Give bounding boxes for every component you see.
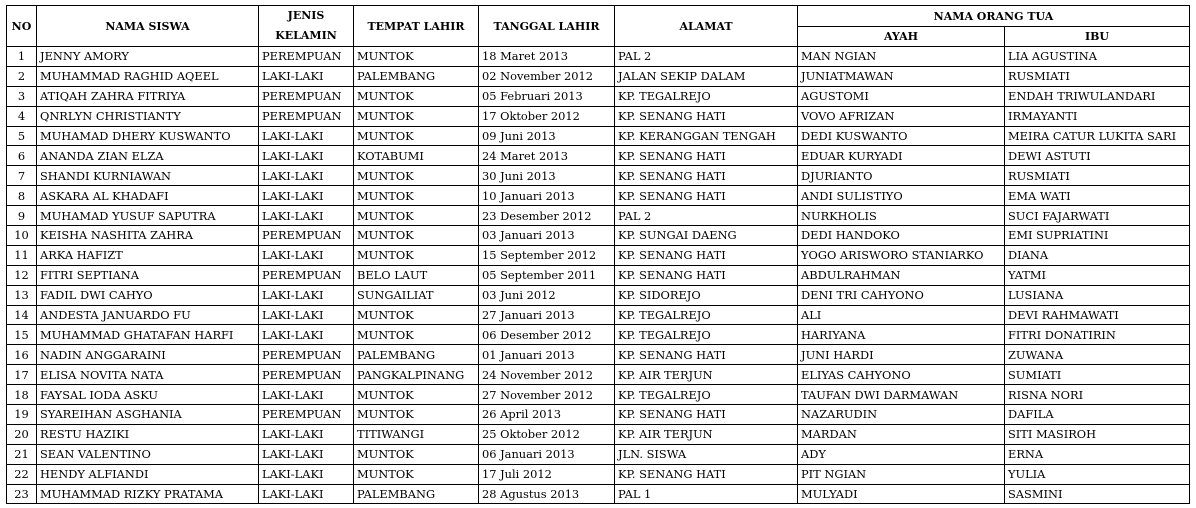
table-row (7, 86, 1190, 106)
cell-alamat: PAL 2 (615, 47, 798, 67)
cell-ibu: ZUWANA (1005, 345, 1190, 365)
cell-tempat-lahir: KOTABUMI (354, 146, 479, 166)
cell-ibu: DAFILA (1005, 405, 1190, 425)
cell-ayah: VOVO AFRIZAN (798, 106, 1005, 126)
cell-tanggal-lahir: 27 Januari 2013 (479, 305, 615, 325)
cell-tempat-lahir: MUNTOK (354, 385, 479, 405)
cell-ibu: MEIRA CATUR LUKITA SARI (1005, 126, 1190, 146)
cell-nama-siswa: ELISA NOVITA NATA (37, 365, 259, 385)
cell-tanggal-lahir: 24 November 2012 (479, 365, 615, 385)
cell-ayah: EDUAR KURYADI (798, 146, 1005, 166)
cell-tempat-lahir: MUNTOK (354, 206, 479, 226)
cell-alamat: KP. SENANG HATI (615, 245, 798, 265)
cell-nama-siswa: MUHAMMAD GHATAFAN HARFI (37, 325, 259, 345)
table-row (7, 166, 1190, 186)
table-row (7, 66, 1190, 86)
cell-ibu: YULIA (1005, 464, 1190, 484)
cell-nama-siswa: JENNY AMORY (37, 47, 259, 67)
cell-jenis-kelamin: LAKI-LAKI (259, 424, 354, 444)
cell-tanggal-lahir: 23 Desember 2012 (479, 206, 615, 226)
header-jenis-line: JENIS (287, 9, 325, 22)
header-no: NO (7, 6, 37, 47)
cell-tempat-lahir: PALEMBANG (354, 66, 479, 86)
header-kelamin-line: KELAMIN (275, 29, 337, 42)
cell-ayah: ADY (798, 444, 1005, 464)
cell-jenis-kelamin: PEREMPUAN (259, 86, 354, 106)
cell-alamat: KP. TEGALREJO (615, 86, 798, 106)
cell-tempat-lahir: MUNTOK (354, 226, 479, 246)
cell-ayah: MARDAN (798, 424, 1005, 444)
cell-jenis-kelamin: PEREMPUAN (259, 265, 354, 285)
cell-ibu: LIA AGUSTINA (1005, 47, 1190, 67)
cell-tanggal-lahir: 05 Februari 2013 (479, 86, 615, 106)
table-row (7, 106, 1190, 126)
header-alamat: ALAMAT (615, 6, 798, 47)
cell-no: 22 (7, 464, 37, 484)
cell-alamat: KP. SENANG HATI (615, 106, 798, 126)
cell-jenis-kelamin: LAKI-LAKI (259, 444, 354, 464)
cell-nama-siswa: ARKA HAFIZT (37, 245, 259, 265)
cell-tanggal-lahir: 26 April 2013 (479, 405, 615, 425)
table-row (7, 126, 1190, 146)
table-row (7, 186, 1190, 206)
cell-tempat-lahir: MUNTOK (354, 86, 479, 106)
cell-nama-siswa: MUHAMMAD RAGHID AQEEL (37, 66, 259, 86)
cell-no: 21 (7, 444, 37, 464)
cell-ayah: ABDULRAHMAN (798, 265, 1005, 285)
cell-jenis-kelamin: PEREMPUAN (259, 106, 354, 126)
cell-jenis-kelamin: LAKI-LAKI (259, 325, 354, 345)
cell-no: 23 (7, 484, 37, 504)
cell-tanggal-lahir: 03 Juni 2012 (479, 285, 615, 305)
cell-tempat-lahir: MUNTOK (354, 126, 479, 146)
cell-no: 12 (7, 265, 37, 285)
cell-no: 15 (7, 325, 37, 345)
cell-ayah: JUNI HARDI (798, 345, 1005, 365)
header-jenis-kelamin (259, 6, 354, 47)
cell-tempat-lahir: MUNTOK (354, 305, 479, 325)
cell-jenis-kelamin: PEREMPUAN (259, 226, 354, 246)
table-header (7, 6, 1190, 47)
cell-ibu: LUSIANA (1005, 285, 1190, 305)
cell-nama-siswa: ATIQAH ZAHRA FITRIYA (37, 86, 259, 106)
cell-jenis-kelamin: LAKI-LAKI (259, 126, 354, 146)
table-row (7, 285, 1190, 305)
table-row (7, 444, 1190, 464)
table-row (7, 206, 1190, 226)
cell-jenis-kelamin: PEREMPUAN (259, 405, 354, 425)
cell-tanggal-lahir: 05 September 2011 (479, 265, 615, 285)
cell-no: 3 (7, 86, 37, 106)
cell-jenis-kelamin: PEREMPUAN (259, 345, 354, 365)
cell-ayah: DEDI KUSWANTO (798, 126, 1005, 146)
table-row (7, 484, 1190, 504)
cell-ibu: DEWI ASTUTI (1005, 146, 1190, 166)
cell-ibu: RUSMIATI (1005, 166, 1190, 186)
cell-tanggal-lahir: 27 November 2012 (479, 385, 615, 405)
header-ibu: IBU (1005, 27, 1190, 47)
cell-tempat-lahir: SUNGAILIAT (354, 285, 479, 305)
cell-nama-siswa: ASKARA AL KHADAFI (37, 186, 259, 206)
cell-nama-siswa: NADIN ANGGARAINI (37, 345, 259, 365)
cell-tempat-lahir: PANGKALPINANG (354, 365, 479, 385)
cell-no: 2 (7, 66, 37, 86)
cell-ibu: RUSMIATI (1005, 66, 1190, 86)
cell-tanggal-lahir: 15 September 2012 (479, 245, 615, 265)
cell-nama-siswa: SHANDI KURNIAWAN (37, 166, 259, 186)
cell-jenis-kelamin: PEREMPUAN (259, 365, 354, 385)
cell-no: 6 (7, 146, 37, 166)
cell-ayah: ANDI SULISTIYO (798, 186, 1005, 206)
cell-tanggal-lahir: 30 Juni 2013 (479, 166, 615, 186)
cell-ayah: DENI TRI CAHYONO (798, 285, 1005, 305)
cell-tanggal-lahir: 25 Oktober 2012 (479, 424, 615, 444)
cell-ibu: SUCI FAJARWATI (1005, 206, 1190, 226)
cell-tanggal-lahir: 06 Januari 2013 (479, 444, 615, 464)
cell-alamat: KP. TEGALREJO (615, 305, 798, 325)
table-row (7, 245, 1190, 265)
cell-no: 19 (7, 405, 37, 425)
cell-jenis-kelamin: LAKI-LAKI (259, 484, 354, 504)
header-tanggal-lahir: TANGGAL LAHIR (479, 6, 615, 47)
cell-jenis-kelamin: LAKI-LAKI (259, 146, 354, 166)
cell-tanggal-lahir: 09 Juni 2013 (479, 126, 615, 146)
cell-tempat-lahir: MUNTOK (354, 186, 479, 206)
cell-alamat: JLN. SISWA (615, 444, 798, 464)
cell-alamat: KP. SENANG HATI (615, 464, 798, 484)
header-tempat-lahir: TEMPAT LAHIR (354, 6, 479, 47)
cell-alamat: KP. AIR TERJUN (615, 424, 798, 444)
table-body (7, 47, 1190, 504)
cell-nama-siswa: HENDY ALFIANDI (37, 464, 259, 484)
cell-tanggal-lahir: 24 Maret 2013 (479, 146, 615, 166)
cell-jenis-kelamin: LAKI-LAKI (259, 186, 354, 206)
cell-tempat-lahir: MUNTOK (354, 47, 479, 67)
cell-alamat: KP. SENANG HATI (615, 146, 798, 166)
cell-alamat: JALAN SEKIP DALAM (615, 66, 798, 86)
cell-tempat-lahir: BELO LAUT (354, 265, 479, 285)
cell-jenis-kelamin: LAKI-LAKI (259, 305, 354, 325)
table-row (7, 464, 1190, 484)
cell-alamat: KP. SENANG HATI (615, 345, 798, 365)
cell-nama-siswa: QNRLYN CHRISTIANTY (37, 106, 259, 126)
cell-alamat: KP. SENANG HATI (615, 265, 798, 285)
cell-tempat-lahir: MUNTOK (354, 464, 479, 484)
cell-ayah: DEDI HANDOKO (798, 226, 1005, 246)
cell-ayah: HARIYANA (798, 325, 1005, 345)
cell-no: 7 (7, 166, 37, 186)
cell-no: 10 (7, 226, 37, 246)
cell-ayah: MULYADI (798, 484, 1005, 504)
cell-nama-siswa: SYAREIHAN ASGHANIA (37, 405, 259, 425)
table-row (7, 365, 1190, 385)
cell-nama-siswa: FITRI SEPTIANA (37, 265, 259, 285)
cell-tempat-lahir: MUNTOK (354, 106, 479, 126)
cell-jenis-kelamin: PEREMPUAN (259, 47, 354, 67)
cell-ayah: ELIYAS CAHYONO (798, 365, 1005, 385)
cell-ayah: PIT NGIAN (798, 464, 1005, 484)
table-row (7, 385, 1190, 405)
cell-no: 4 (7, 106, 37, 126)
cell-ayah: ALI (798, 305, 1005, 325)
cell-ibu: EMA WATI (1005, 186, 1190, 206)
cell-jenis-kelamin: LAKI-LAKI (259, 166, 354, 186)
cell-no: 11 (7, 245, 37, 265)
cell-ibu: YATMI (1005, 265, 1190, 285)
cell-tempat-lahir: MUNTOK (354, 325, 479, 345)
cell-ibu: EMI SUPRIATINI (1005, 226, 1190, 246)
table-row (7, 226, 1190, 246)
cell-alamat: KP. KERANGGAN TENGAH (615, 126, 798, 146)
cell-ayah: MAN NGIAN (798, 47, 1005, 67)
cell-ibu: ENDAH TRIWULANDARI (1005, 86, 1190, 106)
cell-tempat-lahir: TITIWANGI (354, 424, 479, 444)
cell-jenis-kelamin: LAKI-LAKI (259, 245, 354, 265)
cell-jenis-kelamin: LAKI-LAKI (259, 206, 354, 226)
table-row (7, 305, 1190, 325)
cell-nama-siswa: FADIL DWI CAHYO (37, 285, 259, 305)
cell-alamat: PAL 2 (615, 206, 798, 226)
cell-nama-siswa: ANDESTA JANUARDO FU (37, 305, 259, 325)
cell-tanggal-lahir: 01 Januari 2013 (479, 345, 615, 365)
table-row (7, 47, 1190, 67)
cell-nama-siswa: KEISHA NASHITA ZAHRA (37, 226, 259, 246)
cell-alamat: KP. SENANG HATI (615, 405, 798, 425)
cell-ayah: TAUFAN DWI DARMAWAN (798, 385, 1005, 405)
cell-alamat: KP. SENANG HATI (615, 166, 798, 186)
table-row (7, 146, 1190, 166)
cell-nama-siswa: MUHAMMAD RIZKY PRATAMA (37, 484, 259, 504)
cell-alamat: KP. SENANG HATI (615, 186, 798, 206)
table-row (7, 345, 1190, 365)
cell-jenis-kelamin: LAKI-LAKI (259, 464, 354, 484)
cell-ibu: SASMINI (1005, 484, 1190, 504)
cell-ibu: FITRI DONATIRIN (1005, 325, 1190, 345)
cell-nama-siswa: ANANDA ZIAN ELZA (37, 146, 259, 166)
cell-ibu: DIANA (1005, 245, 1190, 265)
cell-tempat-lahir: PALEMBANG (354, 345, 479, 365)
cell-tanggal-lahir: 10 Januari 2013 (479, 186, 615, 206)
header-nama-siswa: NAMA SISWA (37, 6, 259, 47)
cell-jenis-kelamin: LAKI-LAKI (259, 385, 354, 405)
cell-alamat: KP. TEGALREJO (615, 385, 798, 405)
cell-tanggal-lahir: 28 Agustus 2013 (479, 484, 615, 504)
cell-jenis-kelamin: LAKI-LAKI (259, 285, 354, 305)
cell-alamat: KP. AIR TERJUN (615, 365, 798, 385)
cell-ayah: NURKHOLIS (798, 206, 1005, 226)
cell-ayah: JUNIATMAWAN (798, 66, 1005, 86)
cell-no: 14 (7, 305, 37, 325)
cell-no: 8 (7, 186, 37, 206)
cell-jenis-kelamin: LAKI-LAKI (259, 66, 354, 86)
table-row (7, 265, 1190, 285)
cell-ayah: NAZARUDIN (798, 405, 1005, 425)
cell-ibu: SUMIATI (1005, 365, 1190, 385)
cell-tanggal-lahir: 06 Desember 2012 (479, 325, 615, 345)
cell-tanggal-lahir: 02 November 2012 (479, 66, 615, 86)
cell-no: 1 (7, 47, 37, 67)
cell-no: 16 (7, 345, 37, 365)
cell-no: 18 (7, 385, 37, 405)
cell-tanggal-lahir: 17 Juli 2012 (479, 464, 615, 484)
table-row (7, 405, 1190, 425)
cell-tempat-lahir: MUNTOK (354, 405, 479, 425)
cell-alamat: KP. SIDOREJO (615, 285, 798, 305)
cell-tempat-lahir: PALEMBANG (354, 484, 479, 504)
cell-alamat: KP. TEGALREJO (615, 325, 798, 345)
cell-no: 13 (7, 285, 37, 305)
cell-nama-siswa: MUHAMAD DHERY KUSWANTO (37, 126, 259, 146)
cell-ayah: YOGO ARISWORO STANIARKO (798, 245, 1005, 265)
header-ayah: AYAH (798, 27, 1005, 47)
cell-no: 17 (7, 365, 37, 385)
table-row (7, 424, 1190, 444)
cell-tempat-lahir: MUNTOK (354, 166, 479, 186)
cell-ibu: ERNA (1005, 444, 1190, 464)
student-table (6, 5, 1190, 504)
header-nama-orang-tua: NAMA ORANG TUA (798, 6, 1190, 27)
cell-alamat: PAL 1 (615, 484, 798, 504)
cell-nama-siswa: RESTU HAZIKI (37, 424, 259, 444)
cell-ibu: DEVI RAHMAWATI (1005, 305, 1190, 325)
cell-tanggal-lahir: 18 Maret 2013 (479, 47, 615, 67)
cell-no: 9 (7, 206, 37, 226)
cell-nama-siswa: SEAN VALENTINO (37, 444, 259, 464)
cell-alamat: KP. SUNGAI DAENG (615, 226, 798, 246)
table-row (7, 325, 1190, 345)
cell-nama-siswa: MUHAMAD YUSUF SAPUTRA (37, 206, 259, 226)
cell-ayah: AGUSTOMI (798, 86, 1005, 106)
cell-ibu: IRMAYANTI (1005, 106, 1190, 126)
cell-tanggal-lahir: 17 Oktober 2012 (479, 106, 615, 126)
cell-tempat-lahir: MUNTOK (354, 245, 479, 265)
cell-tanggal-lahir: 03 Januari 2013 (479, 226, 615, 246)
cell-tempat-lahir: MUNTOK (354, 444, 479, 464)
cell-no: 20 (7, 424, 37, 444)
cell-ibu: SITI MASIROH (1005, 424, 1190, 444)
cell-nama-siswa: FAYSAL IODA ASKU (37, 385, 259, 405)
cell-ayah: DJURIANTO (798, 166, 1005, 186)
cell-ibu: RISNA NORI (1005, 385, 1190, 405)
cell-no: 5 (7, 126, 37, 146)
